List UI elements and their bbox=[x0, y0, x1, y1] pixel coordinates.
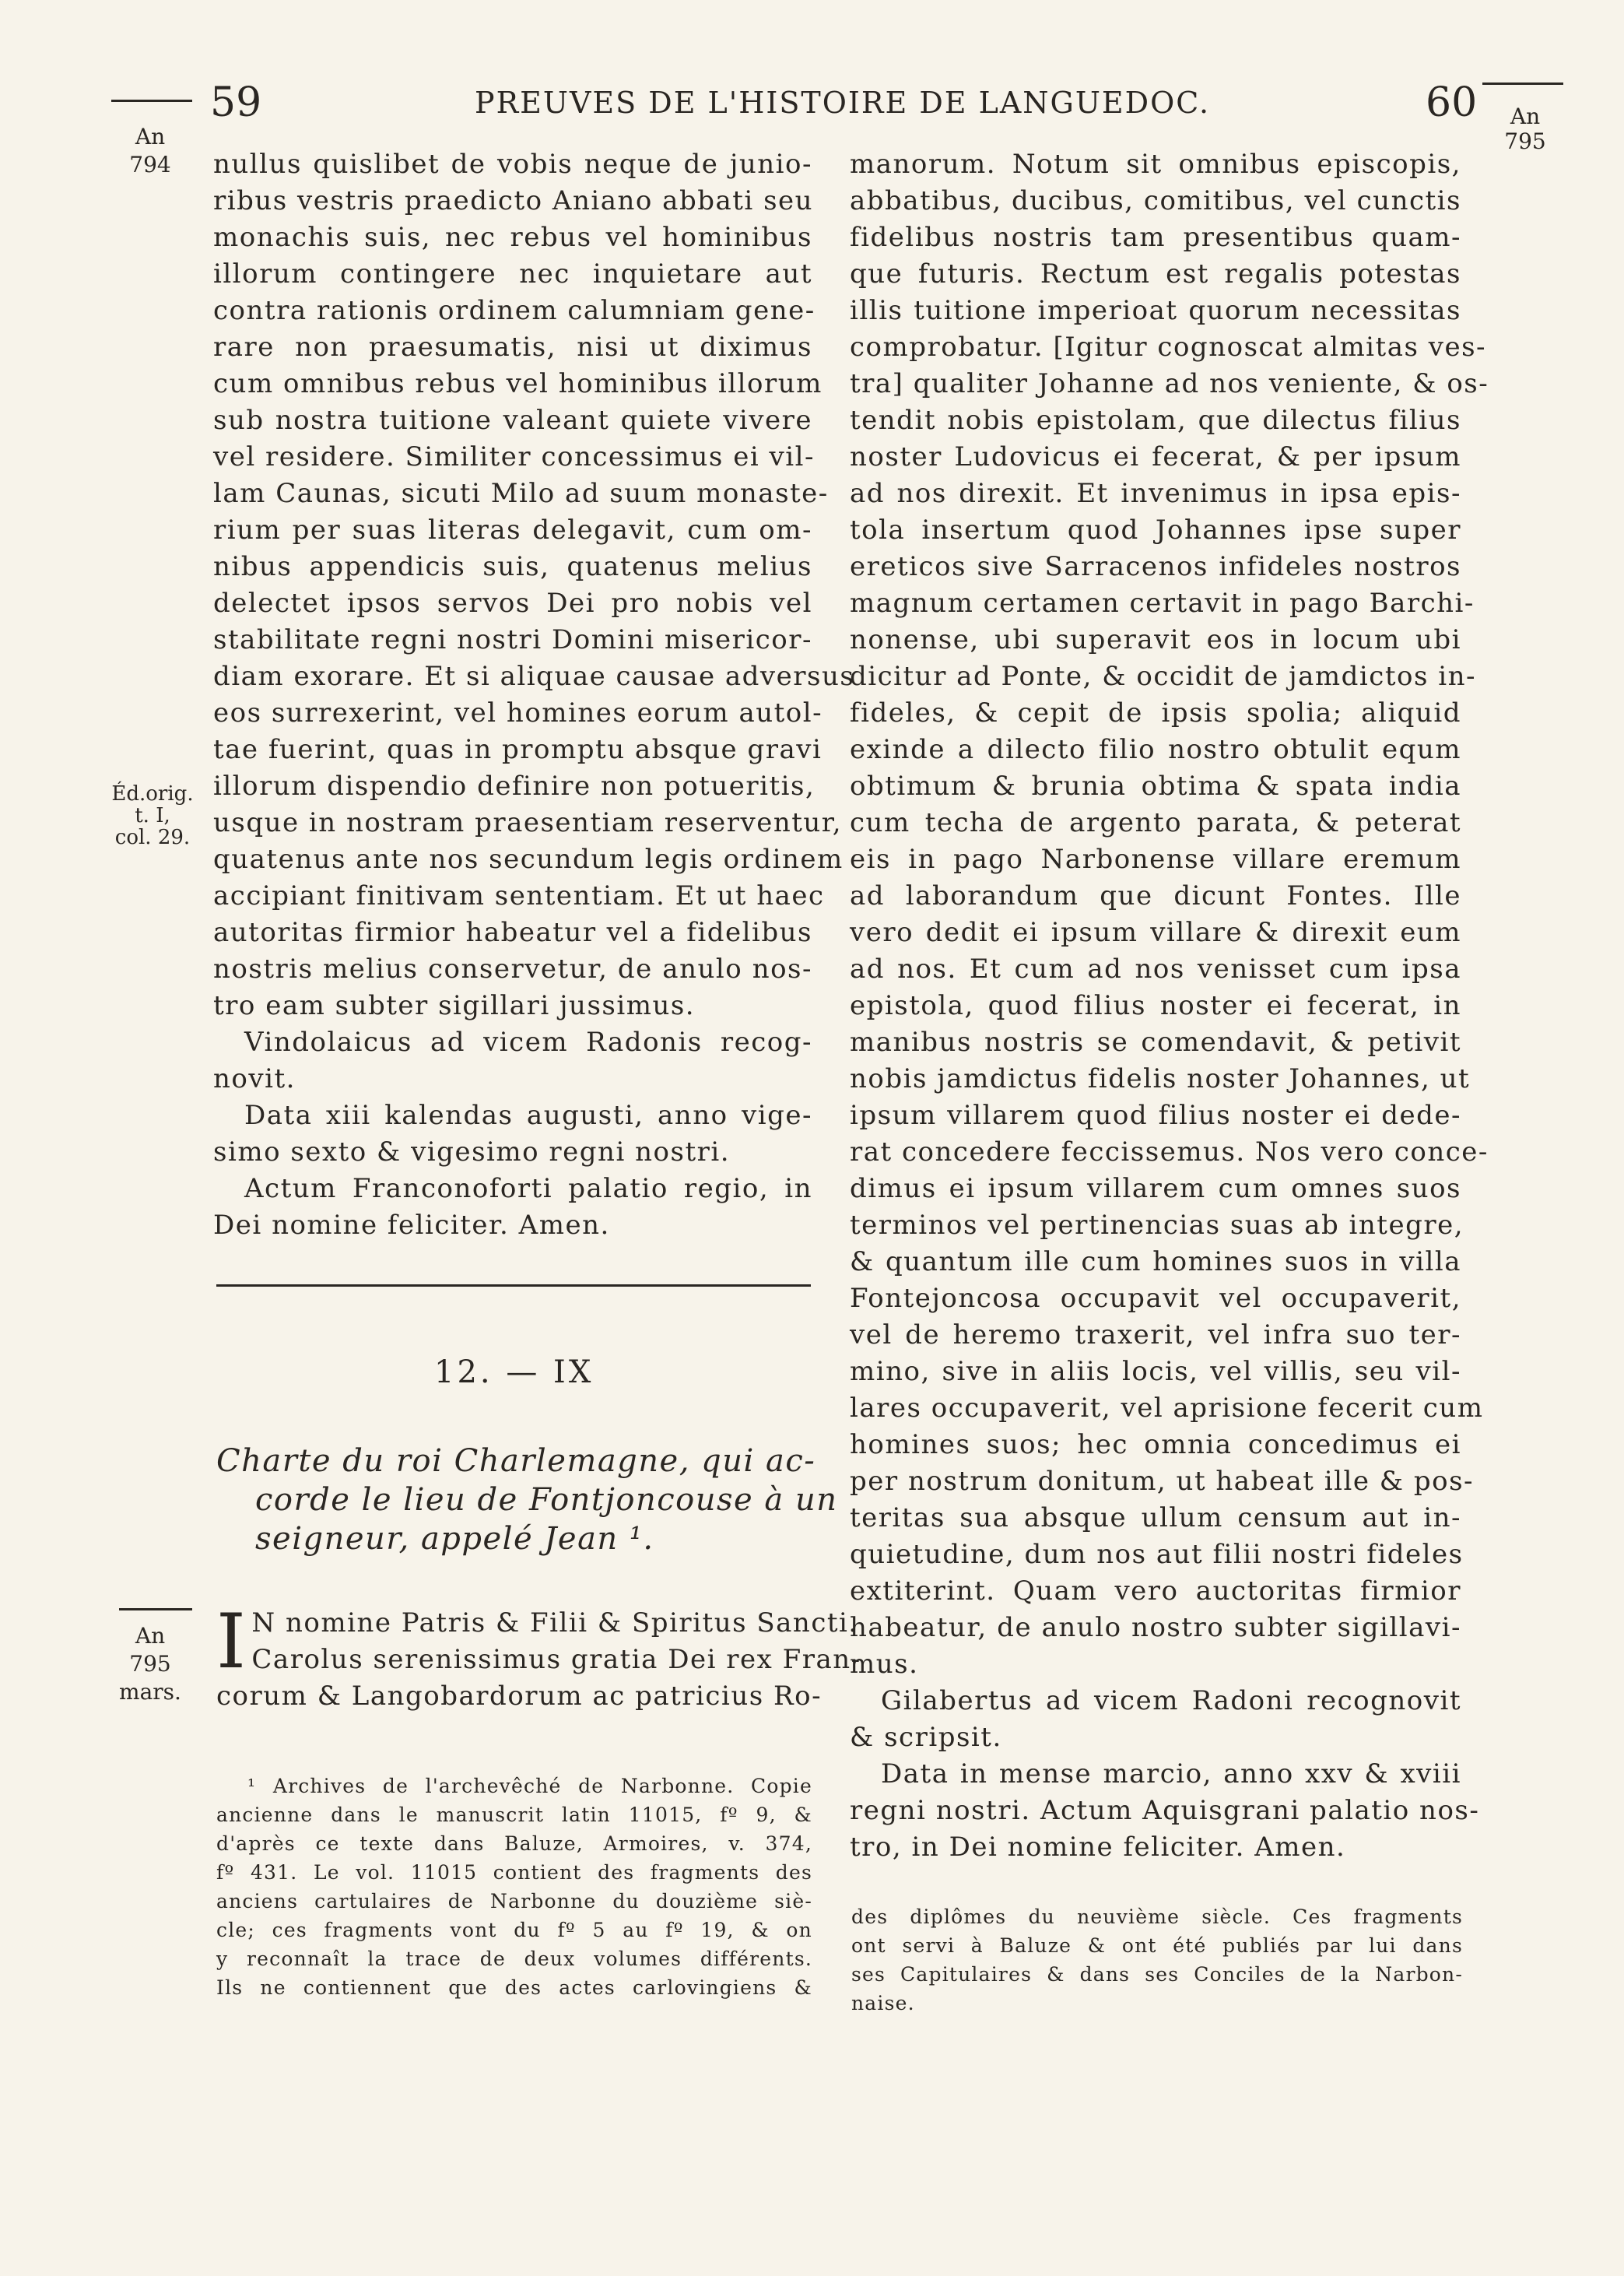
right-page-number: 60 bbox=[1426, 79, 1478, 126]
text-line: regni nostri. Actum Aquisgrani palatio nos- bbox=[850, 1795, 1480, 1826]
text-line: homines suos; hec omnia concedimus ei bbox=[850, 1429, 1461, 1460]
text-line: ad nos. Et cum ad nos venisset cum ipsa bbox=[850, 954, 1461, 985]
text-line: accipiant finitivam sententiam. Et ut haec bbox=[213, 880, 825, 911]
text-line: noster Ludovicus ei fecerat, & per ipsum bbox=[850, 441, 1461, 472]
right-column-subscriptions bbox=[850, 1683, 1480, 1866]
subscription-paragraph bbox=[850, 1756, 1480, 1866]
right-column-text bbox=[850, 146, 1489, 1866]
text-line: corde le lieu de Fontjoncouse à un bbox=[255, 1482, 838, 1518]
text-line: cum techa de argento parata, & peterat bbox=[850, 807, 1461, 838]
text-line: Fontejoncosa occupavit vel occupaverit, bbox=[850, 1283, 1461, 1314]
text-line: Actum Franconoforti palatio regio, in bbox=[244, 1173, 812, 1204]
text-line: illorum dispendio definire non potueritis, bbox=[213, 771, 816, 802]
left-column-subscriptions bbox=[213, 1024, 812, 1244]
margin-year-795-right bbox=[1486, 104, 1564, 154]
document-number: 12. — IX bbox=[434, 1354, 595, 1390]
text-line: sub nostra tuitione valeant quiete vivere bbox=[213, 405, 812, 436]
text-line: ribus vestris praedicto Aniano abbati seu bbox=[213, 185, 814, 216]
charter-title bbox=[216, 1442, 838, 1558]
text-line: quietudine, dum nos aut filii nostri fideles bbox=[850, 1539, 1464, 1570]
text-line: ses Capitulaires & dans ses Conciles de la Narbon- bbox=[851, 1963, 1463, 1986]
text-line: quatenus ante nos secundum legis ordinem bbox=[213, 844, 844, 875]
text-line: vel residere. Similiter concessimus ei vil- bbox=[213, 441, 815, 472]
text-line: illis tuitione imperioat quorum necessitas bbox=[850, 295, 1461, 326]
margin-an-label: An bbox=[135, 1623, 166, 1649]
text-line: Gilabertus ad vicem Radoni recognovit bbox=[881, 1685, 1461, 1716]
subscription-paragraph bbox=[850, 1683, 1461, 1756]
text-line: Ils ne contiennent que des actes carlovingiens & bbox=[216, 1976, 812, 1999]
text-line: terminos vel pertinencias suas ab integre, bbox=[850, 1210, 1464, 1241]
text-line: mus. bbox=[850, 1649, 919, 1680]
text-line: cle; ces fragments vont du fº 5 au fº 19, & on bbox=[216, 1919, 812, 1941]
footnote-left bbox=[216, 1772, 812, 2002]
text-line: contra rationis ordinem calumniam gene- bbox=[213, 295, 816, 326]
margin-year-794 bbox=[111, 125, 189, 177]
drop-cap-initial: I bbox=[216, 1598, 247, 1685]
text-line: lares occupaverit, vel aprisione fecerit cum bbox=[850, 1393, 1484, 1424]
text-line: manibus nostris se comendavit, & petivit bbox=[850, 1027, 1461, 1058]
text-line: tro eam subter sigillari jussimus. bbox=[213, 990, 696, 1021]
text-line: delectet ipsos servos Dei pro nobis vel bbox=[213, 588, 812, 619]
text-line: Carolus serenissimus gratia Dei rex Fran- bbox=[251, 1644, 861, 1675]
text-line: usque in nostram praesentiam reserventur, bbox=[213, 807, 843, 838]
text-line: habeatur, de anulo nostro subter sigillavi- bbox=[850, 1612, 1461, 1643]
text-line: ancienne dans le manuscrit latin 11015, fº 9, & bbox=[216, 1804, 812, 1826]
footnote-right-lines bbox=[851, 1902, 1463, 2018]
text-line: extiterint. Quam vero auctoritas firmior bbox=[850, 1575, 1461, 1607]
text-line: comprobatur. [Igitur cognoscat almitas ves- bbox=[850, 332, 1487, 363]
text-line: naise. bbox=[851, 1992, 915, 2014]
text-line: cum omnibus rebus vel hominibus illorum bbox=[213, 368, 823, 399]
subscription-paragraph bbox=[213, 1171, 812, 1244]
text-line: nobis jamdictus fidelis noster Johannes, ut bbox=[850, 1063, 1471, 1094]
text-line: anciens cartulaires de Narbonne du douzième siè- bbox=[216, 1890, 812, 1912]
footnote-right bbox=[851, 1902, 1463, 2018]
margin-an-label: An bbox=[135, 124, 166, 149]
text-line: simo sexto & vigesimo regni nostri. bbox=[213, 1136, 731, 1168]
text-line: rat concedere feccissemus. Nos vero conce- bbox=[850, 1136, 1489, 1168]
text-line: ¹ Archives de l'archevêché de Narbonne. Copie bbox=[247, 1775, 812, 1797]
left-column-text bbox=[213, 146, 855, 1244]
text-line: ad laborandum que dicunt Fontes. Ille bbox=[850, 880, 1461, 911]
text-line: diam exorare. Et si aliquae causae adversus bbox=[213, 661, 855, 692]
text-line: & scripsit. bbox=[850, 1722, 1002, 1753]
text-line: fideles, & cepit de ipsis spolia; aliquid bbox=[850, 697, 1461, 729]
text-line: corum & Langobardorum ac patricius Ro- bbox=[216, 1681, 823, 1712]
header-rule-left bbox=[111, 100, 192, 102]
header-rule-right bbox=[1482, 83, 1563, 85]
text-line: novit. bbox=[213, 1063, 296, 1094]
footnote-left-lines bbox=[216, 1772, 812, 2002]
text-line: eis in pago Narbonense villare eremum bbox=[850, 844, 1461, 875]
subscription-paragraph bbox=[213, 1024, 812, 1098]
margin-year: 794 bbox=[129, 152, 171, 177]
text-line: vero dedit ei ipsum villare & direxit eum bbox=[850, 917, 1461, 948]
margin-rule-mid bbox=[119, 1608, 192, 1610]
text-line: que futuris. Rectum est regalis potestas bbox=[850, 258, 1461, 290]
text-line: nostris melius conservetur, de anulo nos- bbox=[213, 954, 812, 985]
text-line: seigneur, appelé Jean ¹. bbox=[255, 1521, 654, 1557]
running-title: PREUVES DE L'HISTOIRE DE LANGUEDOC. bbox=[475, 86, 1211, 120]
text-line: Dei nomine feliciter. Amen. bbox=[213, 1210, 610, 1241]
text-line: illorum contingere nec inquietare aut bbox=[213, 258, 812, 290]
edition-label: Éd.orig. bbox=[111, 782, 194, 806]
text-line: N nomine Patris & Filii & Spiritus Sancti. bbox=[251, 1607, 858, 1639]
text-line: tae fuerint, quas in promptu absque gravi bbox=[213, 734, 823, 765]
text-line: lam Caunas, sicuti Milo ad suum monaste- bbox=[213, 478, 829, 509]
text-line: magnum certamen certavit in pago Barchi- bbox=[850, 588, 1475, 619]
charter-title-lines bbox=[216, 1442, 838, 1558]
text-line: dimus ei ipsum villarem cum omnes suos bbox=[850, 1173, 1461, 1204]
text-line: teritas sua absque ullum censum aut in- bbox=[850, 1502, 1461, 1533]
text-line: abbatibus, ducibus, comitibus, vel cunctis bbox=[850, 185, 1461, 216]
margin-month: mars. bbox=[119, 1679, 181, 1705]
section-divider bbox=[216, 1284, 811, 1287]
text-line: tro, in Dei nomine feliciter. Amen. bbox=[850, 1832, 1346, 1863]
text-line: rium per suas literas delegavit, cum om- bbox=[213, 515, 812, 546]
edition-tome: t. I, bbox=[135, 804, 170, 827]
text-line: tendit nobis epistolam, que dilectus filius bbox=[850, 405, 1461, 436]
text-line: fº 431. Le vol. 11015 contient des fragments des bbox=[216, 1861, 812, 1884]
text-line: rare non praesumatis, nisi ut diximus bbox=[213, 332, 812, 363]
margin-an-label: An bbox=[1510, 104, 1541, 129]
margin-edition-reference bbox=[106, 783, 199, 848]
text-line: eos surrexerint, vel homines eorum autol- bbox=[213, 697, 823, 729]
text-line: & quantum ille cum homines suos in villa bbox=[850, 1246, 1461, 1277]
text-line: vel de heremo traxerit, vel infra suo ter- bbox=[850, 1319, 1461, 1350]
text-line: ereticos sive Sarracenos infideles nostros bbox=[850, 551, 1461, 582]
text-line: ont servi à Baluze & ont été publiés par lui dans bbox=[851, 1934, 1463, 1957]
text-line: mino, sive in aliis locis, vel villis, seu vil- bbox=[850, 1356, 1461, 1387]
charter-opening bbox=[216, 1598, 861, 1715]
left-column-paragraph bbox=[213, 146, 855, 1024]
margin-year-795-left bbox=[111, 1624, 189, 1705]
text-line: nonense, ubi superavit eos in locum ubi bbox=[850, 624, 1461, 655]
text-line: dicitur ad Ponte, & occidit de jamdictos in- bbox=[850, 661, 1476, 692]
text-line: monachis suis, nec rebus vel hominibus bbox=[213, 222, 812, 253]
text-line: ipsum villarem quod filius noster ei dede- bbox=[850, 1100, 1461, 1131]
text-line: tra] qualiter Johanne ad nos veniente, & os- bbox=[850, 368, 1489, 399]
text-line: tola insertum quod Johannes ipse super bbox=[850, 515, 1461, 546]
margin-year: 795 bbox=[129, 1651, 171, 1677]
text-line: obtimum & brunia obtima & spata india bbox=[850, 771, 1461, 802]
text-line: epistola, quod filius noster ei fecerat, in bbox=[850, 990, 1461, 1021]
text-line: exinde a dilecto filio nostro obtulit equm bbox=[850, 734, 1461, 765]
text-line: Data xiii kalendas augusti, anno vige- bbox=[244, 1100, 812, 1131]
text-line: d'après ce texte dans Baluze, Armoires, v. 374, bbox=[216, 1832, 812, 1855]
text-line: nibus appendicis suis, quatenus melius bbox=[213, 551, 812, 582]
text-line: des diplômes du neuvième siècle. Ces fragments bbox=[851, 1905, 1463, 1928]
text-line: nullus quislibet de vobis neque de junio- bbox=[213, 149, 812, 180]
text-line: autoritas firmior habeatur vel a fidelibus bbox=[213, 917, 812, 948]
text-line: Vindolaicus ad vicem Radonis recog- bbox=[244, 1027, 812, 1058]
left-page-number: 59 bbox=[210, 79, 262, 126]
text-line: per nostrum donitum, ut habeat ille & pos- bbox=[850, 1466, 1475, 1497]
text-line: stabilitate regni nostri Domini misericor- bbox=[213, 624, 812, 655]
text-line: fidelibus nostris tam presentibus quam- bbox=[850, 222, 1461, 253]
right-column-paragraph bbox=[850, 146, 1489, 1683]
edition-column: col. 29. bbox=[114, 826, 191, 849]
margin-year: 795 bbox=[1504, 128, 1546, 154]
text-line: ad nos direxit. Et invenimus in ipsa epis- bbox=[850, 478, 1461, 509]
text-line: Charte du roi Charlemagne, qui ac- bbox=[216, 1443, 816, 1479]
text-line: manorum. Notum sit omnibus episcopis, bbox=[850, 149, 1461, 180]
text-line: Data in mense marcio, anno xxv & xviii bbox=[881, 1758, 1461, 1790]
subscription-paragraph bbox=[213, 1098, 812, 1171]
charter-opening-lines bbox=[216, 1598, 861, 1715]
text-line: y reconnaît la trace de deux volumes différents. bbox=[216, 1948, 812, 1970]
